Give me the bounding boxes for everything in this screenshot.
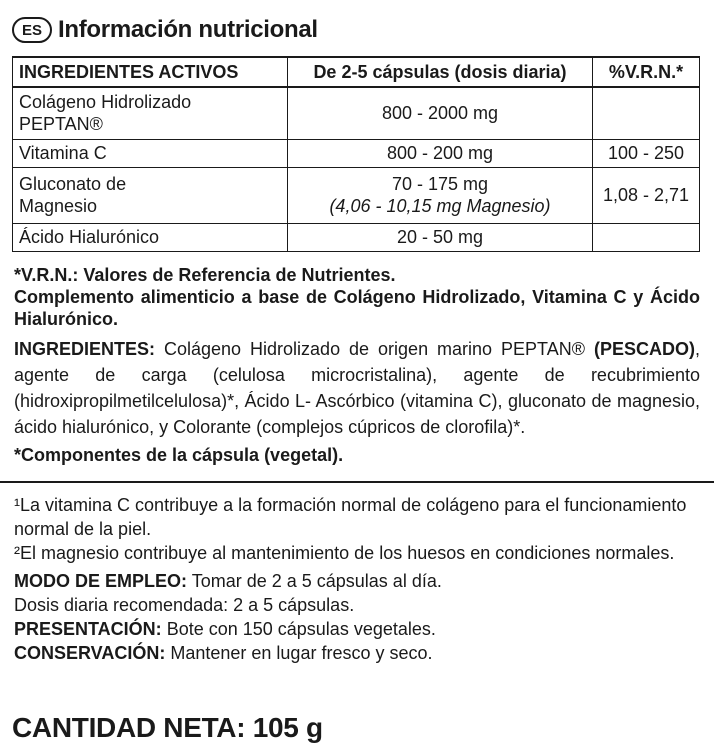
storage-text: Mantener en lugar fresco y seco. [165, 643, 433, 663]
ingredients-list [14, 336, 700, 440]
ingredient-vrn: 1,08 - 2,71 [593, 167, 700, 223]
ingredients-label: INGREDIENTES: [14, 339, 156, 359]
section-divider [0, 481, 714, 483]
notes-block [14, 264, 700, 466]
presentation-line [14, 617, 700, 641]
ingredient-dose: 800 - 2000 mg [288, 87, 593, 139]
net-quantity: CANTIDAD NETA: 105 g [12, 712, 323, 743]
dose-note: (4,06 - 10,15 mg Magnesio) [329, 196, 551, 216]
presentation-label: PRESENTACIÓN: [14, 619, 162, 639]
language-badge: ES [12, 17, 52, 43]
usage-text: Tomar de 2 a 5 cápsulas al día. [187, 571, 442, 591]
ingredient-name-line1: Gluconato de [19, 174, 127, 194]
ingredient-dose: 800 - 200 mg [288, 139, 593, 167]
ingredients-part1: Colágeno Hidrolizado de origen marino PEPTAN® [164, 339, 585, 359]
usage-line [14, 569, 700, 593]
storage-label: CONSERVACIÓN: [14, 643, 166, 663]
column-header-dose: De 2-5 cápsulas (dosis diaria) [288, 57, 593, 87]
vrn-definition: *V.R.N.: Valores de Referencia de Nutrientes. [14, 265, 396, 285]
table-row [13, 167, 700, 223]
ingredient-name: Ácido Hialurónico [13, 223, 288, 251]
allergen-label: (PESCADO) [593, 339, 695, 359]
ingredient-name-line2: PEPTAN® [19, 114, 103, 135]
presentation-text: Bote con 150 cápsulas vegetales. [161, 619, 436, 639]
footnotes-block [14, 493, 700, 665]
ingredient-dose: 20 - 50 mg [288, 223, 593, 251]
ingredient-dose [288, 167, 593, 223]
ingredient-vrn [593, 87, 700, 139]
ingredient-name-line1: Colágeno Hidrolizado [19, 92, 192, 113]
table-header-row [13, 57, 700, 87]
column-header-vrn: %V.R.N.* [593, 57, 700, 87]
title-row [12, 13, 318, 47]
daily-dose: Dosis diaria recomendada: 2 a 5 cápsulas. [14, 595, 355, 615]
footnote-2: ²El magnesio contribuye al mantenimiento de los huesos en condiciones normales. [14, 543, 675, 563]
footnote-1: ¹La vitamina C contribuye a la formación normal de colágeno para el funcionamiento normal de la piel. [14, 495, 687, 539]
supplement-description: Complemento alimenticio a base de Colágeno Hidrolizado, Vitamina C y Ácido Hialurónico. [14, 287, 700, 329]
ingredient-vrn [593, 223, 700, 251]
table-row [13, 87, 700, 139]
ingredient-name [13, 167, 288, 223]
ingredient-name-line2: Magnesio [19, 196, 98, 216]
column-header-ingredients: INGREDIENTES ACTIVOS [13, 57, 288, 87]
capsule-components: *Componentes de la cápsula (vegetal). [14, 445, 344, 465]
usage-label: MODO DE EMPLEO: [14, 571, 188, 591]
storage-line [14, 641, 700, 665]
nutrition-table [12, 56, 700, 252]
ingredient-name: Vitamina C [13, 139, 288, 167]
dose-value: 70 - 175 mg [391, 174, 489, 194]
page-title: Información nutricional [58, 16, 318, 43]
ingredients-part2: , agente de carga (celulosa microcristalina), agente de recubrimiento (hidroxipropilmetilcelulosa)*, Ácido L- Ascórbico (vitamina C), gluconato de magnesio, ácido hialurónico, y Colorante (complejos cúpricos de clorofila)*. [14, 339, 700, 437]
ingredient-vrn: 100 - 250 [593, 139, 700, 167]
ingredient-name [13, 87, 288, 139]
table-row [13, 223, 700, 251]
table-row [13, 139, 700, 167]
